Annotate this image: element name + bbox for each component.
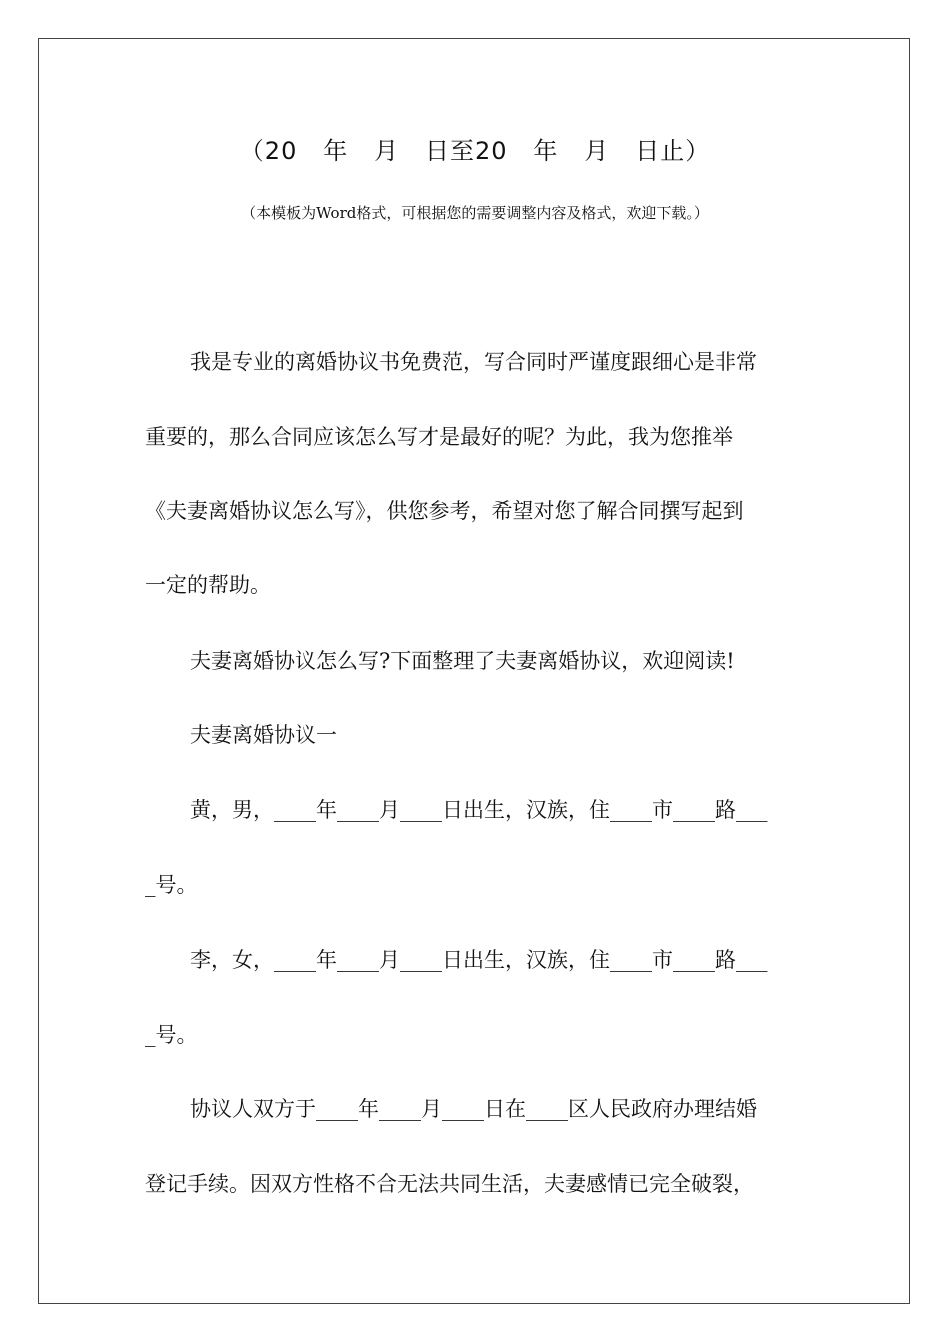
template-notice: （本模板为Word格式，可根据您的需要调整内容及格式，欢迎下载。） bbox=[241, 204, 709, 222]
paragraph-intro-line-3: 《夫妻离婚协议怎么写》，供您参考，希望对您了解合同撰写起到 bbox=[145, 499, 744, 523]
marriage-registration-line-1: 协议人双方于____年____月____日在____区人民政府办理结婚 bbox=[190, 1097, 757, 1121]
marriage-registration-line-2: 登记手续。因双方性格不合无法共同生活，夫妻感情已完全破裂， bbox=[145, 1172, 754, 1196]
paragraph-intro-line-4: 一定的帮助。 bbox=[145, 573, 271, 597]
party-male-line-1: 黄，男，____年____月____日出生，汉族，住____市____路___ bbox=[190, 798, 768, 822]
paragraph-intro-line-2: 重要的，那么合同应该怎么写才是最好的呢？为此，我为您推举 bbox=[145, 425, 733, 449]
party-female-line-2: _号。 bbox=[145, 1023, 198, 1047]
party-female-line-1: 李，女，____年____月____日出生，汉族，住____市____路___ bbox=[190, 948, 768, 972]
paragraph-intro-line-1: 我是专业的离婚协议书免费范，写合同时严谨度跟细心是非常 bbox=[190, 350, 757, 374]
section-heading: 夫妻离婚协议一 bbox=[190, 723, 337, 747]
date-range-title: （20 年 月 日至20 年 月 日止） bbox=[239, 137, 711, 165]
party-male-line-2: _号。 bbox=[145, 873, 198, 897]
paragraph-lead: 夫妻离婚协议怎么写?下面整理了夫妻离婚协议，欢迎阅读! bbox=[190, 649, 735, 673]
